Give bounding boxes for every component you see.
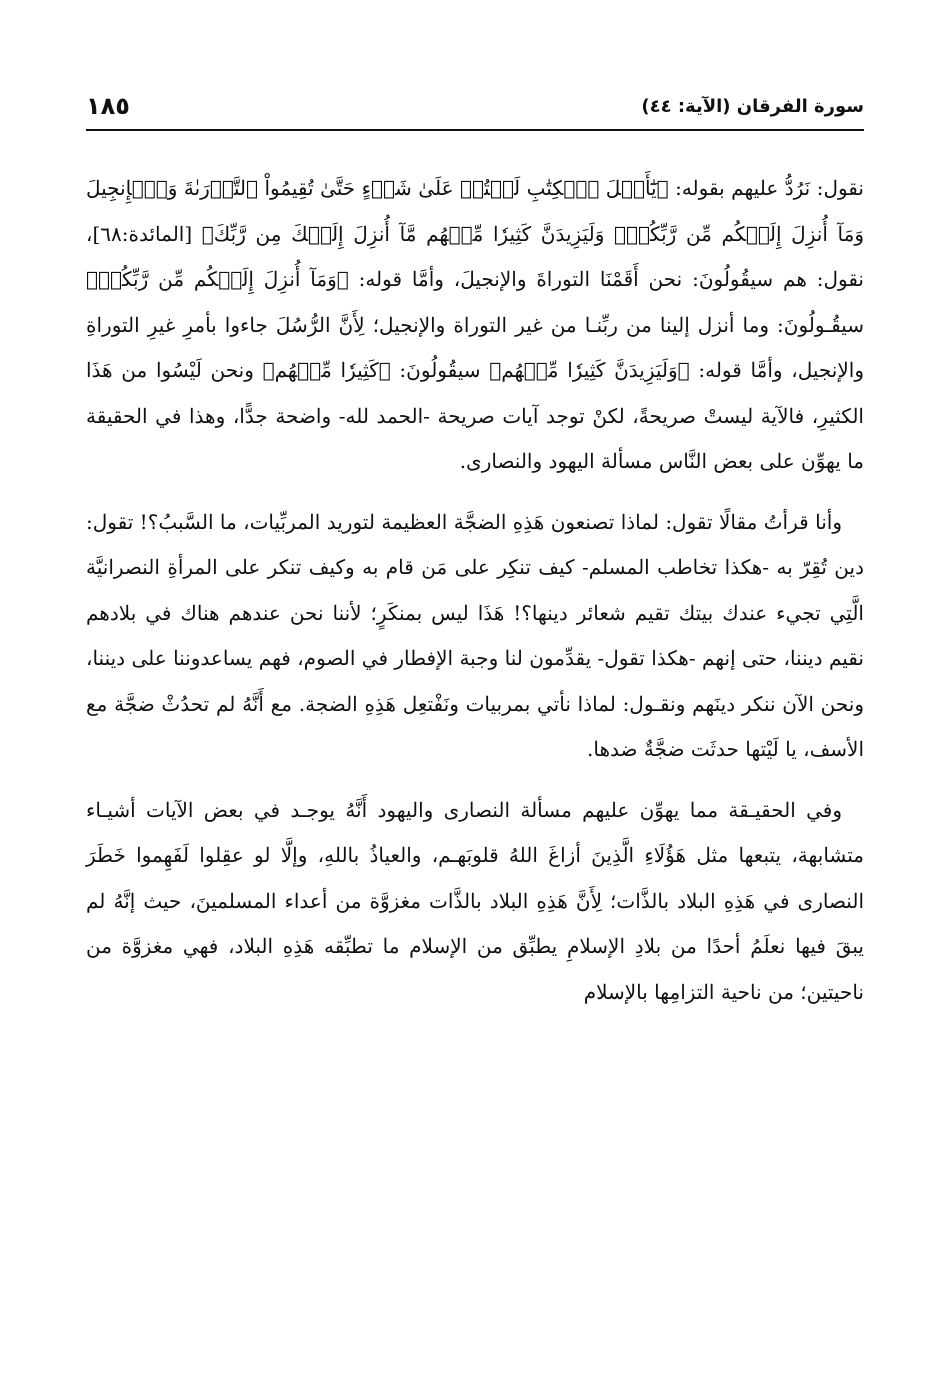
page-body — [86, 166, 864, 1030]
running-title: سورة الفرقان (الآية: ٤٤) — [641, 96, 864, 117]
paragraph-2: وأنا قرأتُ مقالًا تقول: لماذا تصنعون هَذِهِ الضجَّة العظيمة لتوريد المربِّيات، ما السَّببُ؟! تقول: دين تُقِرّ به -هكذا تخاطب المسلم- كيف تنكِر على مَن قام به وكيف تنكر على المرأةِ النصرانيَّة الَّتِي تجيء عندك بيتك تقيم شعائر دينها؟! هَذَا ليس بمنكَرٍ؛ لأننا نحن عندهم هناك في بلادهم نقيم ديننا، حتى إنهم -هكذا تقول- يقدِّمون لنا وجبة الإفطار في الصوم، فهم يساعدوننا على ديننا، ونحن الآن ننكر دينَهم ونقـول: لماذا نأتي بمربيات ونَفْتعِل هَذِهِ الضجة. مع أَنَّهُ لم تحدُثْ ضجَّة مع الأسف، يا لَيْتها حدثَت ضجَّةٌ ضدها. — [86, 509, 864, 761]
paragraph-1: نقول: نَرُدُّ عليهم بقوله: ﴿يَٰٓأَهۡلَ ٱلۡكِتَٰبِ لَسۡتُمۡ عَلَىٰ شَيۡءٍ حَتَّىٰ تُقِيمُواْ ٱلتَّوۡرَىٰةَ وَٱلۡإِنجِيلَ وَمَآ أُنزِلَ إِلَيۡكُم مِّن رَّبِّكُمۡۗ وَلَيَزِيدَنَّ كَثِيرٗا مِّنۡهُم مَّآ أُنزِلَ إِلَيۡكَ مِن رَّبِّكَ﴾ [المائدة:٦٨]، نقول: هم سيقُولُونَ: نحن أَقَمْنَا التوراةَ والإنجيلَ، وأمَّا قوله: ﴿وَمَآ أُنزِلَ إِلَيۡكُم مِّن رَّبِّكُمۡ﴾ سيقُـولُونَ: وما أنزل إلينا من ربِّنـا من غير التوراة والإنجيل؛ لِأَنَّ الرُّسُلَ جاءوا بأمرِ غيرِ التوراةِ والإنجيل، وأمَّا قوله: ﴿وَلَيَزِيدَنَّ كَثِيرٗا مِّنۡهُم﴾ سيقُولُونَ: ﴿كَثِيرٗا مِّنۡهُم﴾ ونحن لَيْسُوا من هَذَا الكثيرِ، فالآية ليستْ صريحةً، لكنْ توجد آيات صريحة -الحمد لله- واضحة جدًّا، وهذا في الحقيقة ما يهوِّن على بعض النَّاس مسألة اليهود والنصارى. — [86, 176, 864, 473]
page-header — [86, 92, 864, 136]
page-number: ١٨٥ — [86, 92, 130, 120]
header-rule — [86, 129, 864, 131]
paragraph-3: وفي الحقيـقة مما يهوِّن عليهم مسألة النصارى واليهود أَنَّهُ يوجـد في بعض الآيات أشيـاء متشابهة، يتبعها مثل هَؤُلَاءِ الَّذِينَ أزاغَ اللهُ قلوبَهـم، والعياذُ باللهِ، وإلَّا لو عقِلوا لَفَهِموا خَطَرَ النصارى في هَذِهِ البلاد بالذَّات؛ لِأَنَّ هَذِهِ البلاد بالذَّات مغزوَّة من أعداء المسلمينَ، حيث إنَّهُ لم يبقَ فيها نعلَمُ أحدًا من بلادِ الإسلامِ يطبِّق من الإسلام ما تطبِّقه هَذِهِ البلاد، فهي مغزوَّة من ناحيتين؛ من ناحية التزامِها بالإسلام — [86, 797, 864, 1004]
